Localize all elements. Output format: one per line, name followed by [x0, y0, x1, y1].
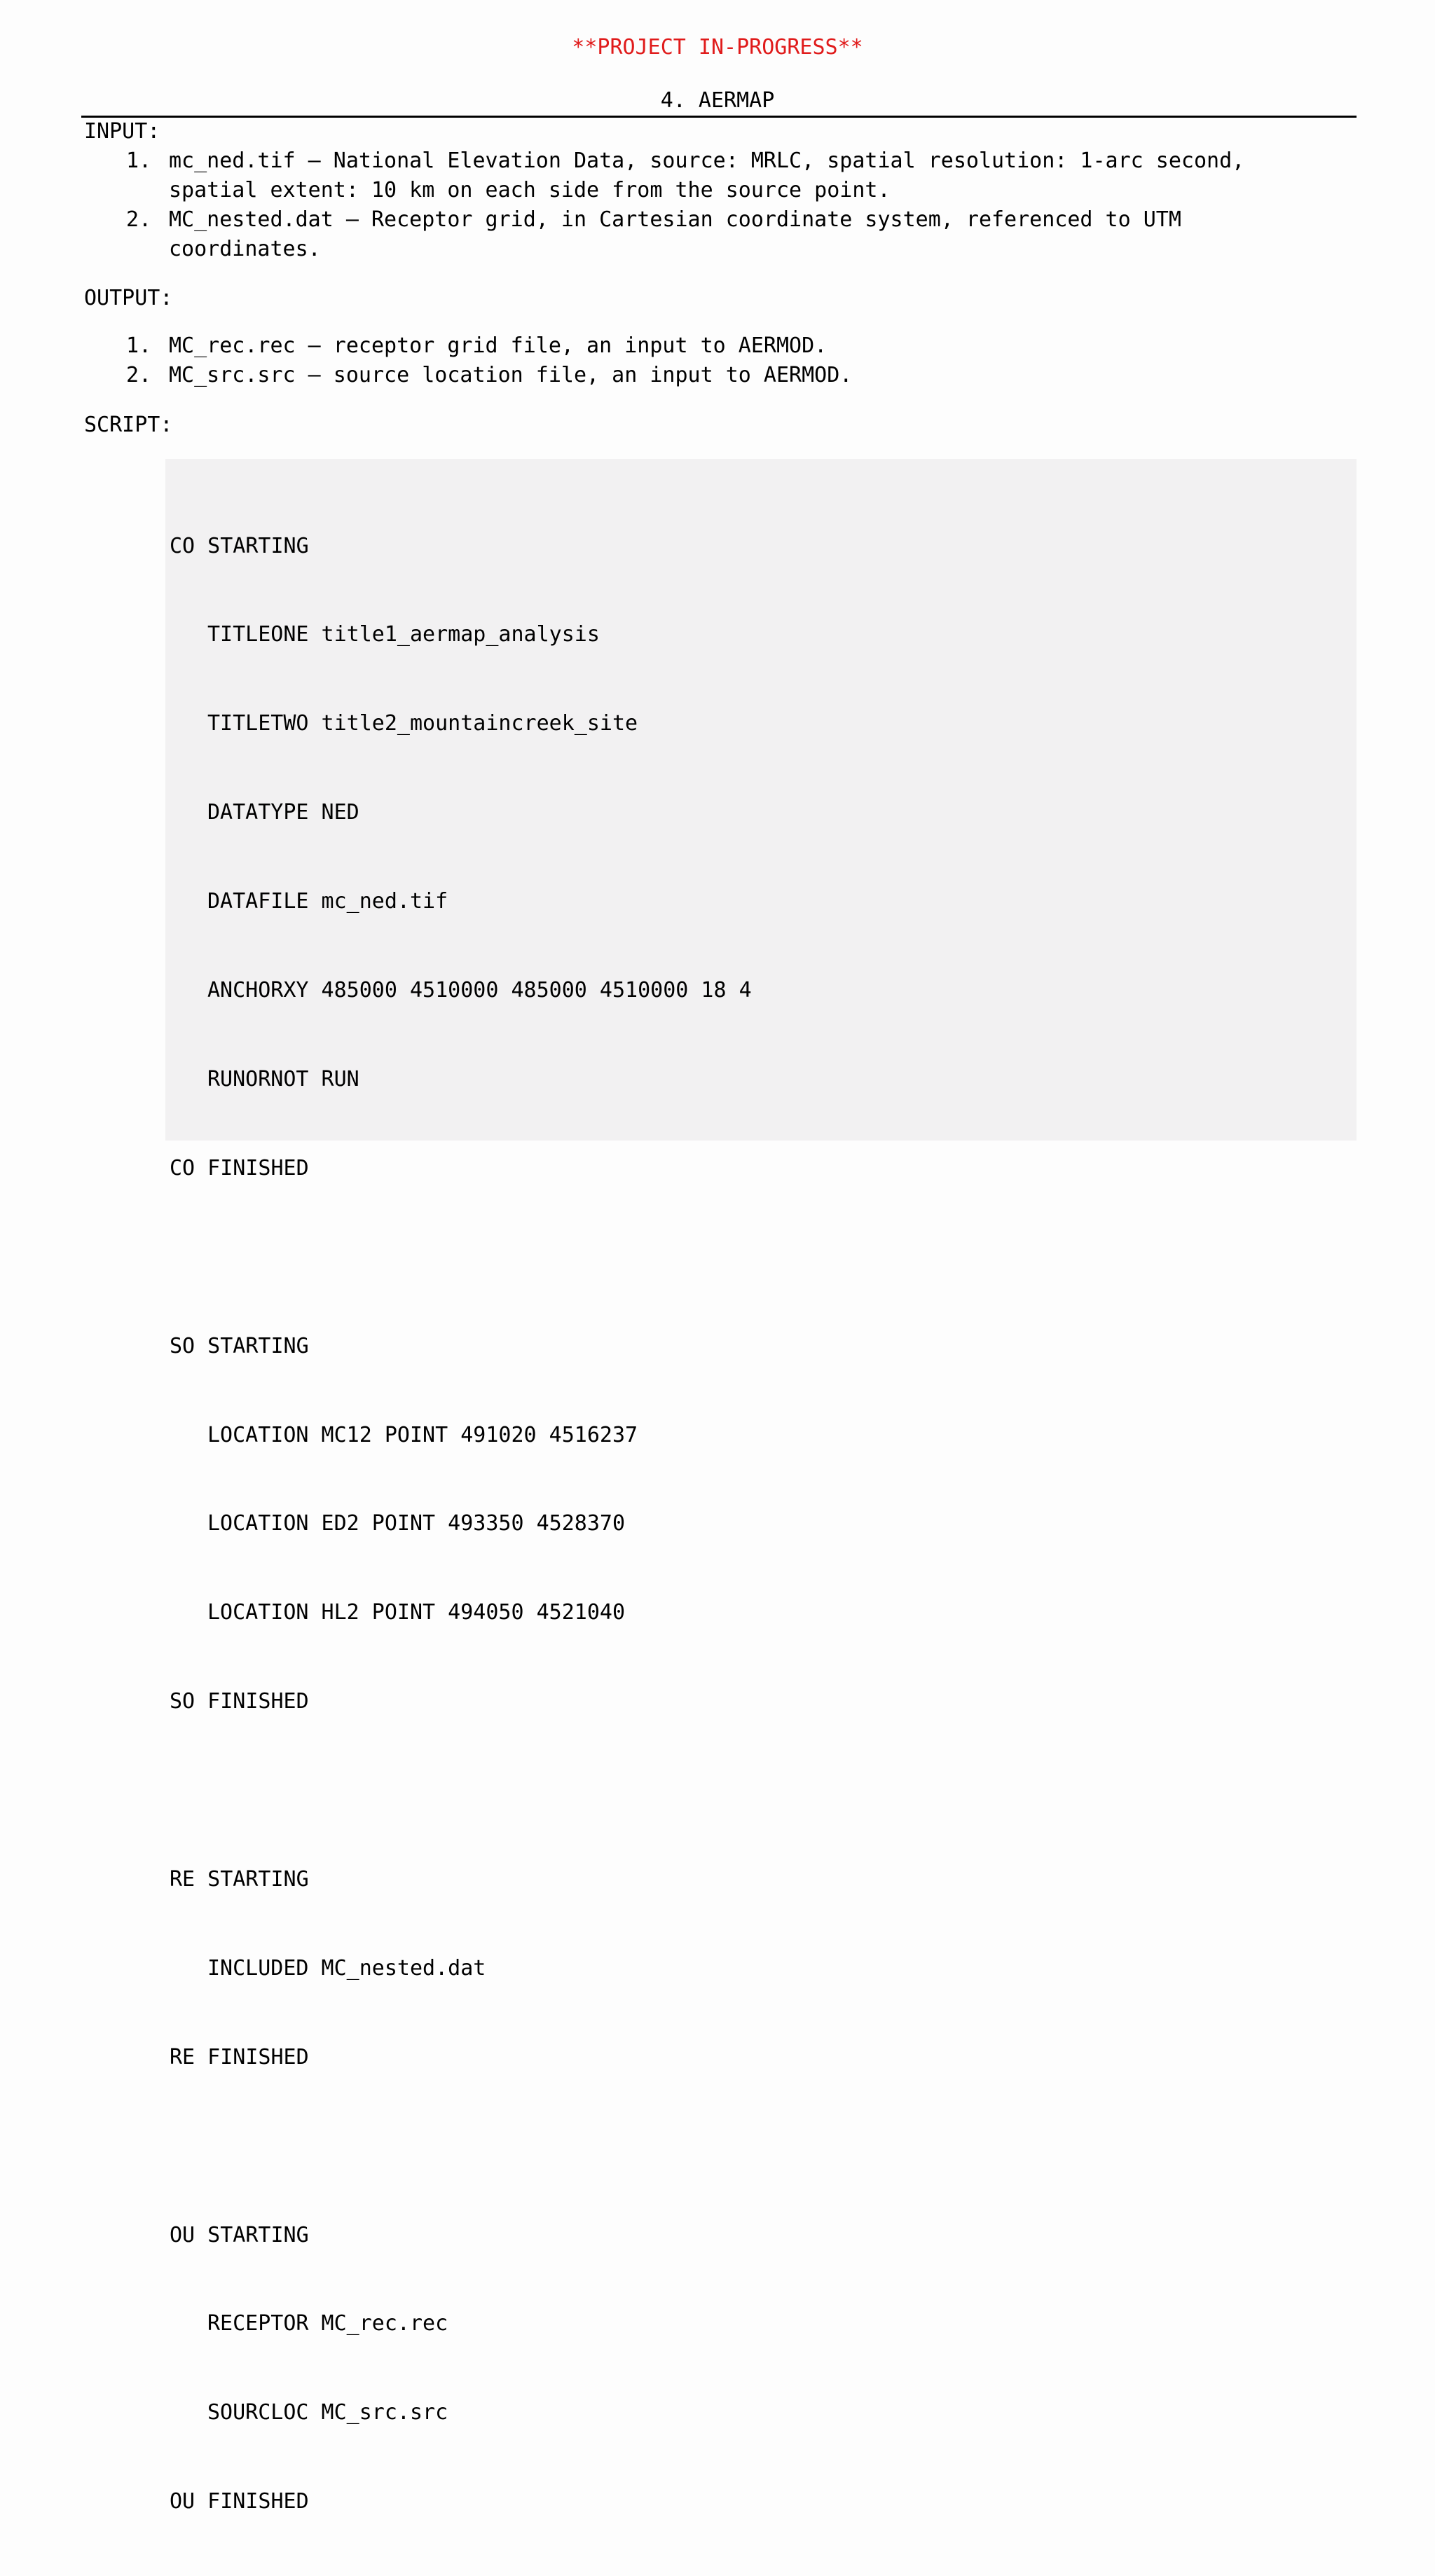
- code-line: INCLUDED MC_nested.dat: [207, 1955, 486, 1981]
- code-line: CO STARTING: [170, 533, 309, 558]
- list-item: [0, 361, 1304, 390]
- code-line: SO FINISHED: [170, 1689, 309, 1714]
- code-line: LOCATION HL2 POINT 494050 4521040: [207, 1600, 626, 1625]
- code-line: RECEPTOR MC_rec.rec: [207, 2311, 448, 2336]
- code-line: LOCATION MC12 POINT 491020 4516237: [207, 1422, 638, 1447]
- list-number: 2.: [126, 207, 152, 232]
- output-label: OUTPUT:: [84, 286, 173, 310]
- script-label: SCRIPT:: [84, 413, 173, 437]
- code-line: RE FINISHED: [170, 2044, 309, 2069]
- code-line: TITLETWO title2_mountaincreek_site: [207, 711, 638, 736]
- list-number: 1.: [126, 149, 152, 173]
- list-item-text: MC_src.src – source location file, an input to AERMOD.: [169, 363, 853, 387]
- code-line: OU STARTING: [170, 2222, 309, 2247]
- list-item-text: MC_nested.dat – Receptor grid, in Cartesian coordinate system, referenced to UTM coordinates.: [169, 207, 1181, 261]
- title-underline: [81, 116, 1357, 118]
- list-item: [0, 146, 1304, 205]
- input-label: INPUT:: [84, 119, 160, 144]
- list-item-text: MC_rec.rec – receptor grid file, an input to AERMOD.: [169, 333, 828, 358]
- code-line: ANCHORXY 485000 4510000 485000 4510000 18 4: [207, 978, 752, 1003]
- list-item-text: mc_ned.tif – National Elevation Data, source: MRLC, spatial resolution: 1-arc second, spatial extent: 10 km on each side from the source point.: [169, 149, 1245, 202]
- code-line: CO FINISHED: [170, 1155, 309, 1180]
- code-line-blank: [170, 1776, 1357, 1805]
- code-line-blank: [170, 2132, 1357, 2161]
- code-line: SOURCLOC MC_src.src: [207, 2400, 448, 2425]
- code-line: TITLEONE title1_aermap_analysis: [207, 622, 600, 647]
- code-line: LOCATION ED2 POINT 493350 4528370: [207, 1511, 626, 1536]
- code-line-blank: [170, 1243, 1357, 1272]
- script-code-block: [165, 459, 1357, 2514]
- code-line: OU FINISHED: [170, 2489, 309, 2514]
- code-line: RUNORNOT RUN: [207, 1066, 359, 1091]
- output-list: [0, 331, 1435, 390]
- list-number: 1.: [126, 333, 152, 358]
- list-item: [0, 205, 1304, 264]
- input-list: [0, 146, 1435, 264]
- section-title: 4. AERMAP: [660, 88, 775, 113]
- code-line: SO STARTING: [170, 1333, 309, 1358]
- code-line: DATATYPE NED: [207, 800, 359, 825]
- code-line: RE STARTING: [170, 1866, 309, 1892]
- list-item: [0, 331, 1304, 361]
- list-number: 2.: [126, 363, 152, 387]
- code-line: DATAFILE mc_ned.tif: [207, 889, 448, 914]
- project-status-banner: **PROJECT IN-PROGRESS**: [572, 35, 863, 60]
